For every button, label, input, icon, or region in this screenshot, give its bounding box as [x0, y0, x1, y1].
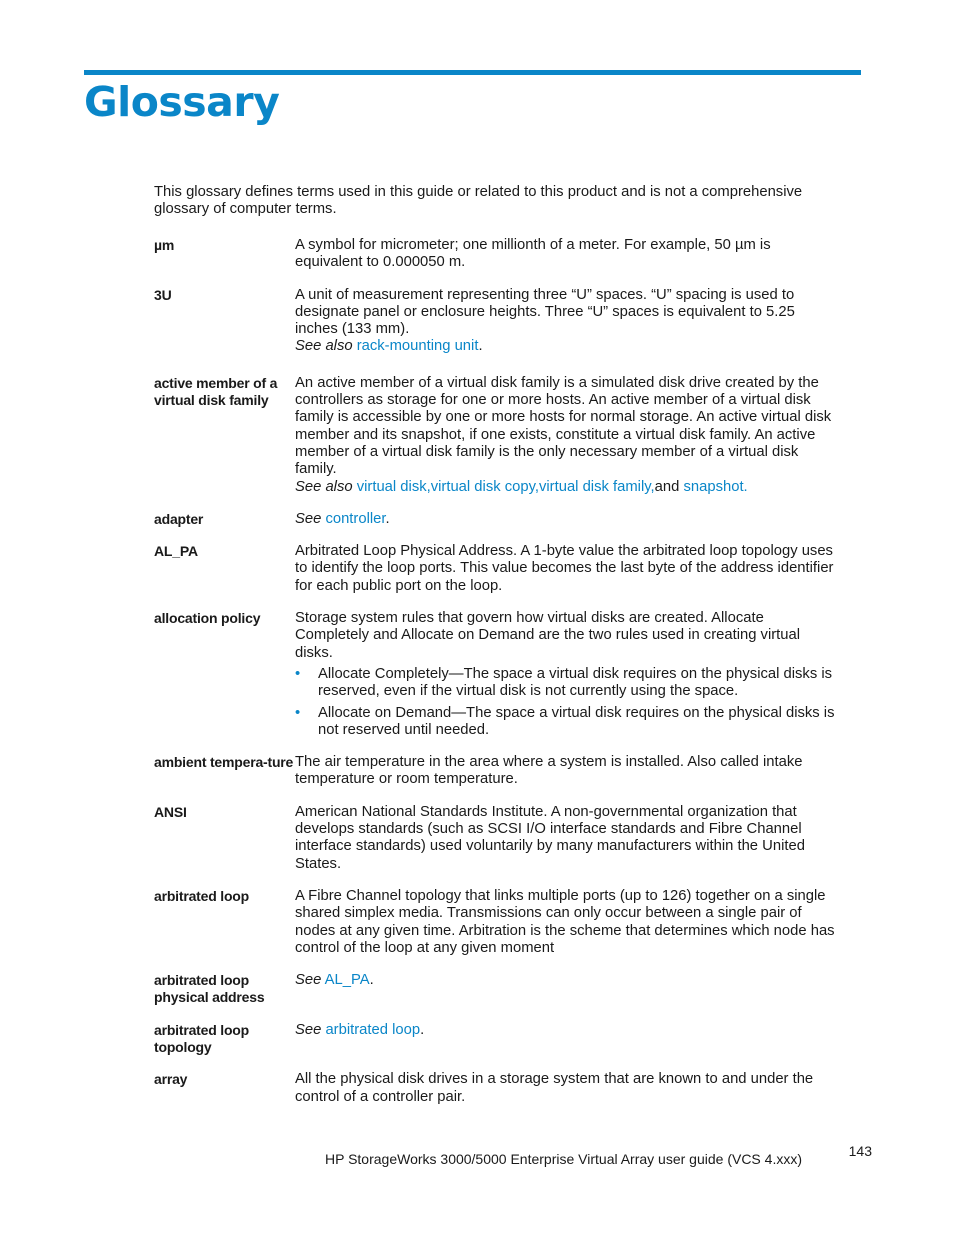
link-rack-mounting-unit[interactable]: rack-mounting unit	[356, 338, 479, 355]
link-snapshot[interactable]: snapshot.	[683, 478, 748, 495]
definition-text: An active member of a virtual disk family is a simulated disk drive created by the controllers as storage for one or more hosts. An active member of a virtual disk family is accessible by one or more hosts for normal storage. An active virtual disk member and its snapshot, if one exists, constitute a virtual disk family. An active member of a virtual disk family is the only necessary member of a virtual disk family.	[295, 374, 832, 478]
see-also	[295, 511, 835, 528]
glossary-entry	[154, 237, 844, 272]
glossary-term: arbitrated loop topology	[154, 1021, 250, 1055]
glossary-definition	[295, 511, 835, 528]
glossary-term: array	[154, 1071, 188, 1088]
bullet-icon: •	[295, 704, 301, 721]
glossary-entry	[154, 287, 844, 356]
glossary-term: ambient tempera-ture	[154, 754, 294, 771]
see-also-label: See also	[295, 478, 353, 495]
glossary-definition	[295, 972, 835, 1007]
glossary-definition	[295, 1071, 835, 1106]
link-virtual-disk-family[interactable]: virtual disk,virtual disk copy,virtual disk family,	[356, 478, 655, 495]
definition-text: A Fibre Channel topology that links multiple ports (up to 126) together on a single shared simplex media. Transmissions can only occur between a single pair of nodes at any given time. Arbitration is the scheme that determines which node has control of the loop at any given moment	[295, 887, 835, 956]
glossary-term: active member of a virtual disk family	[154, 374, 278, 409]
definition-text: Storage system rules that govern how virtual disks are created. Allocate Completely and Allocate on Demand are the two rules used in creating virtual disks.	[295, 610, 801, 661]
see-also	[295, 1022, 835, 1039]
glossary-term: arbitrated loop physical address	[154, 972, 265, 1006]
definition-text: All the physical disk drives in a storage system that are known to and under the control of a controller pair.	[295, 1071, 814, 1105]
list-item	[295, 666, 835, 701]
footer-document-title: HP StorageWorks 3000/5000 Enterprise Virtual Array user guide (VCS 4.xxx)	[324, 1151, 802, 1167]
see-also-label: See	[295, 972, 322, 989]
glossary-entry	[154, 1022, 844, 1057]
definition-text: A symbol for micrometer; one millionth of a meter. For example, 50 µm is equivalent to 0.000050 m.	[295, 237, 771, 271]
list-item-text: Allocate on Demand—The space a virtual disk requires on the physical disks is not reserved until needed.	[318, 704, 835, 738]
glossary-definition	[295, 375, 835, 496]
glossary-entry	[154, 1071, 844, 1106]
glossary-term: arbitrated loop	[154, 887, 250, 904]
glossary-entry	[154, 972, 844, 1007]
glossary-definition	[295, 287, 835, 356]
see-also	[295, 479, 835, 496]
bullet-icon: •	[295, 665, 301, 682]
list-item	[295, 705, 835, 740]
glossary-term: allocation policy	[154, 610, 261, 627]
glossary-entry	[154, 375, 844, 496]
glossary-definition	[295, 237, 835, 272]
glossary-definition	[295, 888, 835, 957]
definition-text: A unit of measurement representing three “U” spaces. “U” spacing is used to designate panel or enclosure heights. Three “U” spaces is equivalent to 5.25 inches (133 mm).	[295, 286, 795, 338]
glossary-entry	[154, 804, 844, 873]
glossary-entry	[154, 754, 844, 789]
glossary-entry	[154, 610, 844, 743]
glossary-term: adapter	[154, 510, 204, 527]
definition-text: The air temperature in the area where a system is installed. Also called intake temperature or room temperature.	[295, 754, 803, 788]
see-also-and: and	[654, 478, 680, 495]
page-number: 143	[848, 1143, 872, 1159]
bullet-list	[295, 666, 835, 739]
glossary-definition	[295, 804, 835, 873]
see-also-end: .	[420, 1021, 425, 1038]
see-also-end: .	[369, 972, 374, 989]
glossary-term: 3U	[154, 286, 172, 303]
list-item-text: Allocate Completely—The space a virtual disk requires on the physical disks is reserved, even if the virtual disk is not currently using the space.	[318, 665, 833, 700]
see-also	[295, 338, 835, 355]
glossary-term: ANSI	[154, 803, 187, 820]
see-also-label: See also	[295, 338, 353, 355]
glossary-definition	[295, 754, 835, 789]
glossary-entry	[154, 888, 844, 957]
glossary-entry	[154, 543, 844, 595]
see-also-label: See	[295, 1021, 322, 1038]
glossary-definition	[295, 543, 835, 595]
glossary-list	[154, 237, 844, 1106]
link-arbitrated-loop[interactable]: arbitrated loop	[325, 1021, 421, 1038]
see-also-end: .	[478, 338, 483, 355]
glossary-term: AL_PA	[154, 543, 198, 560]
definition-text: American National Standards Institute. A non-governmental organization that develops standards (such as SCSI I/O interface standards and Fibre Channel interface standards) used voluntarily by many manufacturers within the United States.	[295, 803, 805, 872]
glossary-definition	[295, 610, 835, 743]
see-also-end: .	[385, 510, 390, 527]
link-controller[interactable]: controller	[325, 510, 386, 527]
intro-paragraph: This glossary defines terms used in this guide or related to this product and is not a comprehensive glossary of computer terms.	[154, 184, 803, 218]
page-title: Glossary	[84, 78, 280, 126]
glossary-definition	[295, 1022, 835, 1057]
glossary-entry	[154, 511, 844, 528]
see-also	[295, 972, 835, 989]
link-al-pa[interactable]: AL_PA	[324, 972, 370, 989]
glossary-term: µm	[154, 237, 175, 253]
definition-text: Arbitrated Loop Physical Address. A 1-byte value the arbitrated loop topology uses to identify the loop ports. This value becomes the last byte of the address identifier for each public port on the loop.	[295, 543, 834, 594]
see-also-label: See	[295, 510, 322, 527]
title-rule	[84, 70, 861, 75]
